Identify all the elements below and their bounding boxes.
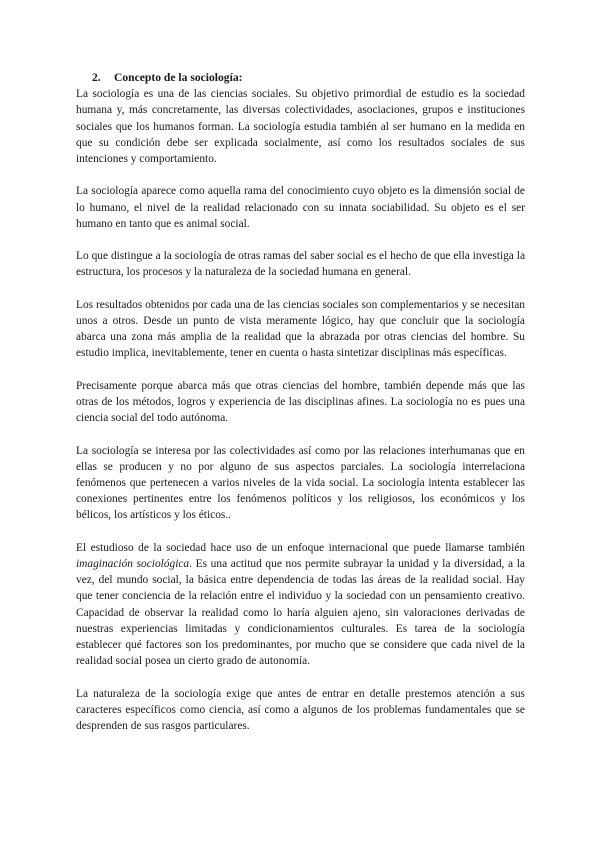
paragraph-5: Precisamente porque abarca más que otras ciencias del hombre, también depende más que las otras de los métodos, logros y experiencia de las disciplinas afines. La sociología no es pues una ciencia social del todo autónoma. — [76, 379, 525, 425]
italic-term: imaginación sociológica — [76, 558, 190, 570]
paragraph-4: Los resultados obtenidos por cada una de las ciencias sociales son complementarios y se necesitan unos a otros. Desde un punto de vista meramente lógico, hay que concluir que la sociología abarca una zona más amplia de la realidad que la abrazada por otras ciencias del hombre. Su estudio implica, inevitablemente, tener en cuenta o hasta sintetizar disciplinas más específicas. — [76, 298, 525, 360]
document-body — [76, 70, 525, 734]
section-number: 2. — [92, 71, 101, 84]
paragraph-3: Lo que distingue a la sociología de otras ramas del saber social es el hecho de que ella investiga la estructura, los procesos y la naturaleza de la sociedad humana en general. — [76, 250, 525, 279]
paragraph-7-end: . Es una actitud que nos permite subrayar la unidad y la diversidad, a la vez, del mundo social, la básica entre dependencia de todas las áreas de la realidad social. Hay que tener conciencia de la relación entre el individuo y la sociedad con un pensamiento creativo. Capacidad de observar la realidad como lo haría alguien ajeno, sin valoraciones derivadas de nuestras experiencias limitadas y condicionamientos culturales. Es tarea de la sociología establecer qué factores son los predominantes, por mucho que se considere que cada nivel de la realidad social posea un cierto grado de autonomía. — [76, 558, 525, 668]
section-heading — [92, 70, 525, 86]
paragraph-6: La sociología se interesa por las colectividades así como por las relaciones interhumanas que en ellas se producen y no por alguno de sus aspectos parciales. La sociología interrelaciona fenómenos que pertenecen a varios niveles de la vida social. La sociología intenta establecer las conexiones pertinentes entre los fenómenos políticos y los religiosos, los económicos y los bélicos, los artísticos y los éticos.. — [76, 444, 525, 522]
paragraph-8: La naturaleza de la sociología exige que antes de entrar en detalle prestemos atención a sus caracteres específicos como ciencia, así como a algunos de los problemas fundamentales que se desprenden de sus rasgos particulares. — [76, 687, 525, 733]
section-title: Concepto de la sociología: — [114, 71, 243, 84]
paragraph-7 — [76, 540, 525, 670]
paragraph-1: La sociología es una de las ciencias sociales. Su objetivo primordial de estudio es la sociedad humana y, más concretamente, las diversas colectividades, asociaciones, grupos e instituciones sociales que los humanos forman. La sociología estudia también al ser humano en la medida en que su condición debe ser explicada socialmente, así como los resultados sociales de sus intenciones y comportamiento. — [76, 88, 525, 166]
paragraph-7-start: El estudioso de la sociedad hace uso de un enfoque internacional que puede llamarse también — [76, 541, 525, 554]
paragraph-2: La sociología aparece como aquella rama del conocimiento cuyo objeto es la dimensión social de lo humano, el nivel de la realidad relacionado con su innata sociabilidad. Su objeto es el ser humano en tanto que es animal social. — [76, 185, 525, 230]
